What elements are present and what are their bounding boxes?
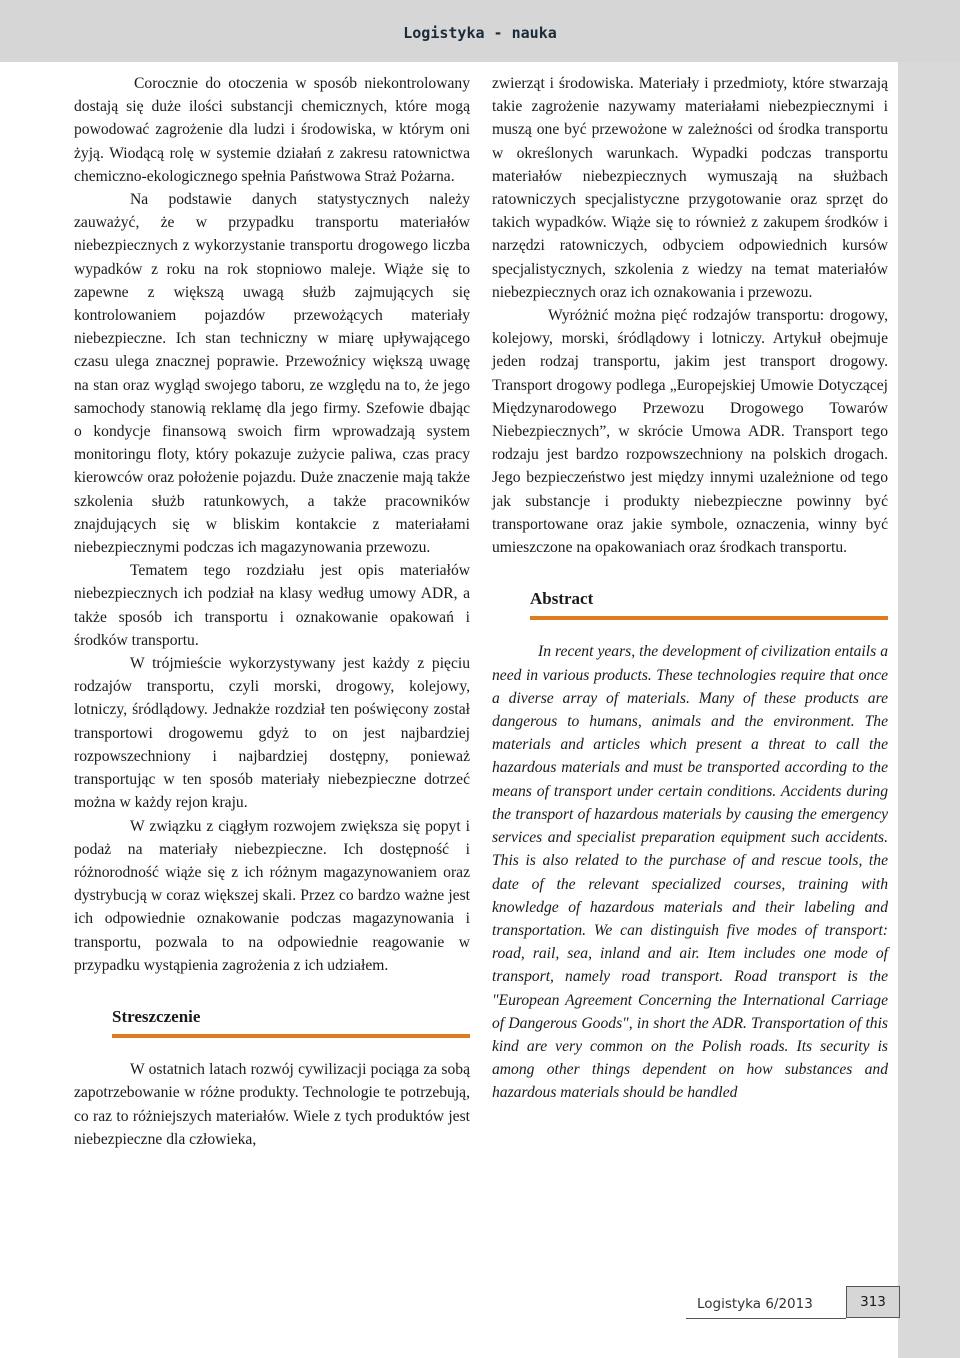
- summary-rule: [112, 1034, 470, 1038]
- abstract-paragraph: In recent years, the development of civilization entails a need in various products. These technologies require that once a diverse array of materials. Many of these products are dangerous to humans, animals and the environment. The materials and articles which present a threat to call the hazardous materials and must be transported according to the means of transport under certain conditions. Accidents during the transport of hazardous materials by causing the emergency services and specialist preparation equipment such accidents. This is also related to the purchase of and rescue tools, the date of the relevant specialized courses, training with knowledge of hazardous materials and their labeling and transportation. We can distinguish five modes of transport: road, rail, sea, inland and air. Item includes one mode of transport, namely road transport. Road transport is the "European Agreement Concerning the International Carriage of Dangerous Goods", in short the ADR. Transportation of this kind are very common on the Polish roads. Its security is among other things dependent on how substances and hazardous materials should be handled: [492, 643, 888, 1102]
- section-header: Logistyka - nauka: [403, 24, 557, 42]
- summary-paragraph: Wyróżnić można pięć rodzajów transportu: drogowy, kolejowy, morski, śródlądowy i lotniczy. Artykuł obejmuje jeden rodzaj transportu, jakim jest transport drogowy. Transport drogowy podlega „Europejskiej Umowie Dotyczącej Międzynarodowego Przewozu Drogowego Towarów Niebezpiecznych”, w skrócie Umowa ADR. Transport tego rodzaju jest bardzo rozpowszechniony na polskich drogach. Jego bezpieczeństwo jest między innymi uzależnione od tego jak substancje i produkty niebezpieczne powinny być transportowane oraz jakie symbole, oznaczenia, winny być umieszczone na opakowaniach oraz środkach transportu.: [492, 307, 888, 557]
- side-strip: [898, 0, 960, 1358]
- body-paragraph: Na podstawie danych statystycznych należy zauważyć, że w przypadku transportu materiałów niebezpiecznych z wykorzystanie transportu drogowego liczba wypadków z roku na rok stopniowo maleje. Wiąże się to zapewne z większą uwagą służb zajmujących się kontrolowaniem pojazdów przewożących materiały niebezpieczne. Ich stan techniczny w miarę upływającego czasu ulega znacznej poprawie. Przewoźnicy większą uwagę na stan oraz wygląd swojego taboru, ze względu na to, że jego samochody stanowią reklamę dla jego firmy. Szefowie dbając o kondycje finansową swoich firm wprowadzają system monitoringu floty, który pokazuje zużycie paliwa, czas pracy kierowców oraz położenie pojazdu. Duże znaczenie mają także szkolenia służb ratunkowych, a także pracowników znajdujących się w bliskim kontakcie z materiałami niebezpiecznymi podczas ich magazynowania przewozu.: [74, 191, 470, 557]
- summary-paragraph-continued: zwierząt i środowiska. Materiały i przedmioty, które stwarzają takie zagrożenie nazywamy materiałami niebezpiecznymi i muszą one być przewożone w zależności od środka transportu w określonych warunkach. Wypadki podczas transportu materiałów niebezpiecznych wymuszają na służbach ratowniczych specjalistyczne przygotowanie oraz sprzęt do takich wypadków. Wiąże się to również z zakupem środków i narzędzi ratowniczych, odbyciem odpowiednich kursów specjalistycznych, szkolenia z wiedzy na temat materiałów niebezpiecznych oraz ich oznakowania i przewozu.: [492, 75, 888, 301]
- body-paragraph: Tematem tego rozdziału jest opis materiałów niebezpiecznych ich podział na klasy według umowy ADR, a także sposób ich transportu i oznakowanie opakowań i środków transportu.: [74, 562, 470, 649]
- body-paragraph: Corocznie do otoczenia w sposób niekontrolowany dostają się duże ilości substancji chemicznych, które mogą powodować zagrożenie dla ludzi i środowiska, w którym oni żyją. Wiodącą rolę w systemie działań z zakresu ratownictwa chemiczno-ekologicznego spełnia Państwowa Straż Pożarna.: [74, 75, 470, 185]
- abstract-rule: [530, 616, 888, 620]
- right-column: [492, 72, 888, 1105]
- left-column: [74, 72, 470, 1151]
- summary-paragraph: W ostatnich latach rozwój cywilizacji pociąga za sobą zapotrzebowanie w różne produkty. Technologie te potrzebują, co raz to różniejszych materiałów. Wiele z tych produktów jest niebezpieczne dla człowieka,: [74, 1061, 470, 1148]
- page-number: 313: [846, 1286, 900, 1318]
- abstract-heading: Abstract: [530, 589, 594, 609]
- abstract: [492, 640, 888, 1104]
- body-paragraph: W trójmieście wykorzystywany jest każdy z pięciu rodzajów transportu, czyli morski, drogowy, kolejowy, lotniczy, śródlądowy. Jednakże rozdział ten poświęcony został transportowi drogowemu gdyż to on jest najbardziej rozpowszechniony i najbardziej dostępny, ponieważ transportując w ten sposób materiały niebezpieczne dotrzeć można w każdy rejon kraju.: [74, 655, 470, 812]
- body-paragraph: W związku z ciągłym rozwojem zwiększa się popyt i podaż na materiały niebezpieczne. Ich dostępność i różnorodność wiąże się z ich różnym magazynowaniem oraz dystrybucją w coraz większej skali. Przez co bardzo ważne jest ich odpowiednie oznakowanie podczas magazynowania i transportu, pozwala to na odpowiednie reagowanie w przypadku wystąpienia zagrożenia z ich udziałem.: [74, 817, 470, 974]
- summary-heading: Streszczenie: [112, 1006, 201, 1026]
- footer-rule: [686, 1318, 846, 1319]
- journal-issue: Logistyka 6/2013: [697, 1296, 813, 1312]
